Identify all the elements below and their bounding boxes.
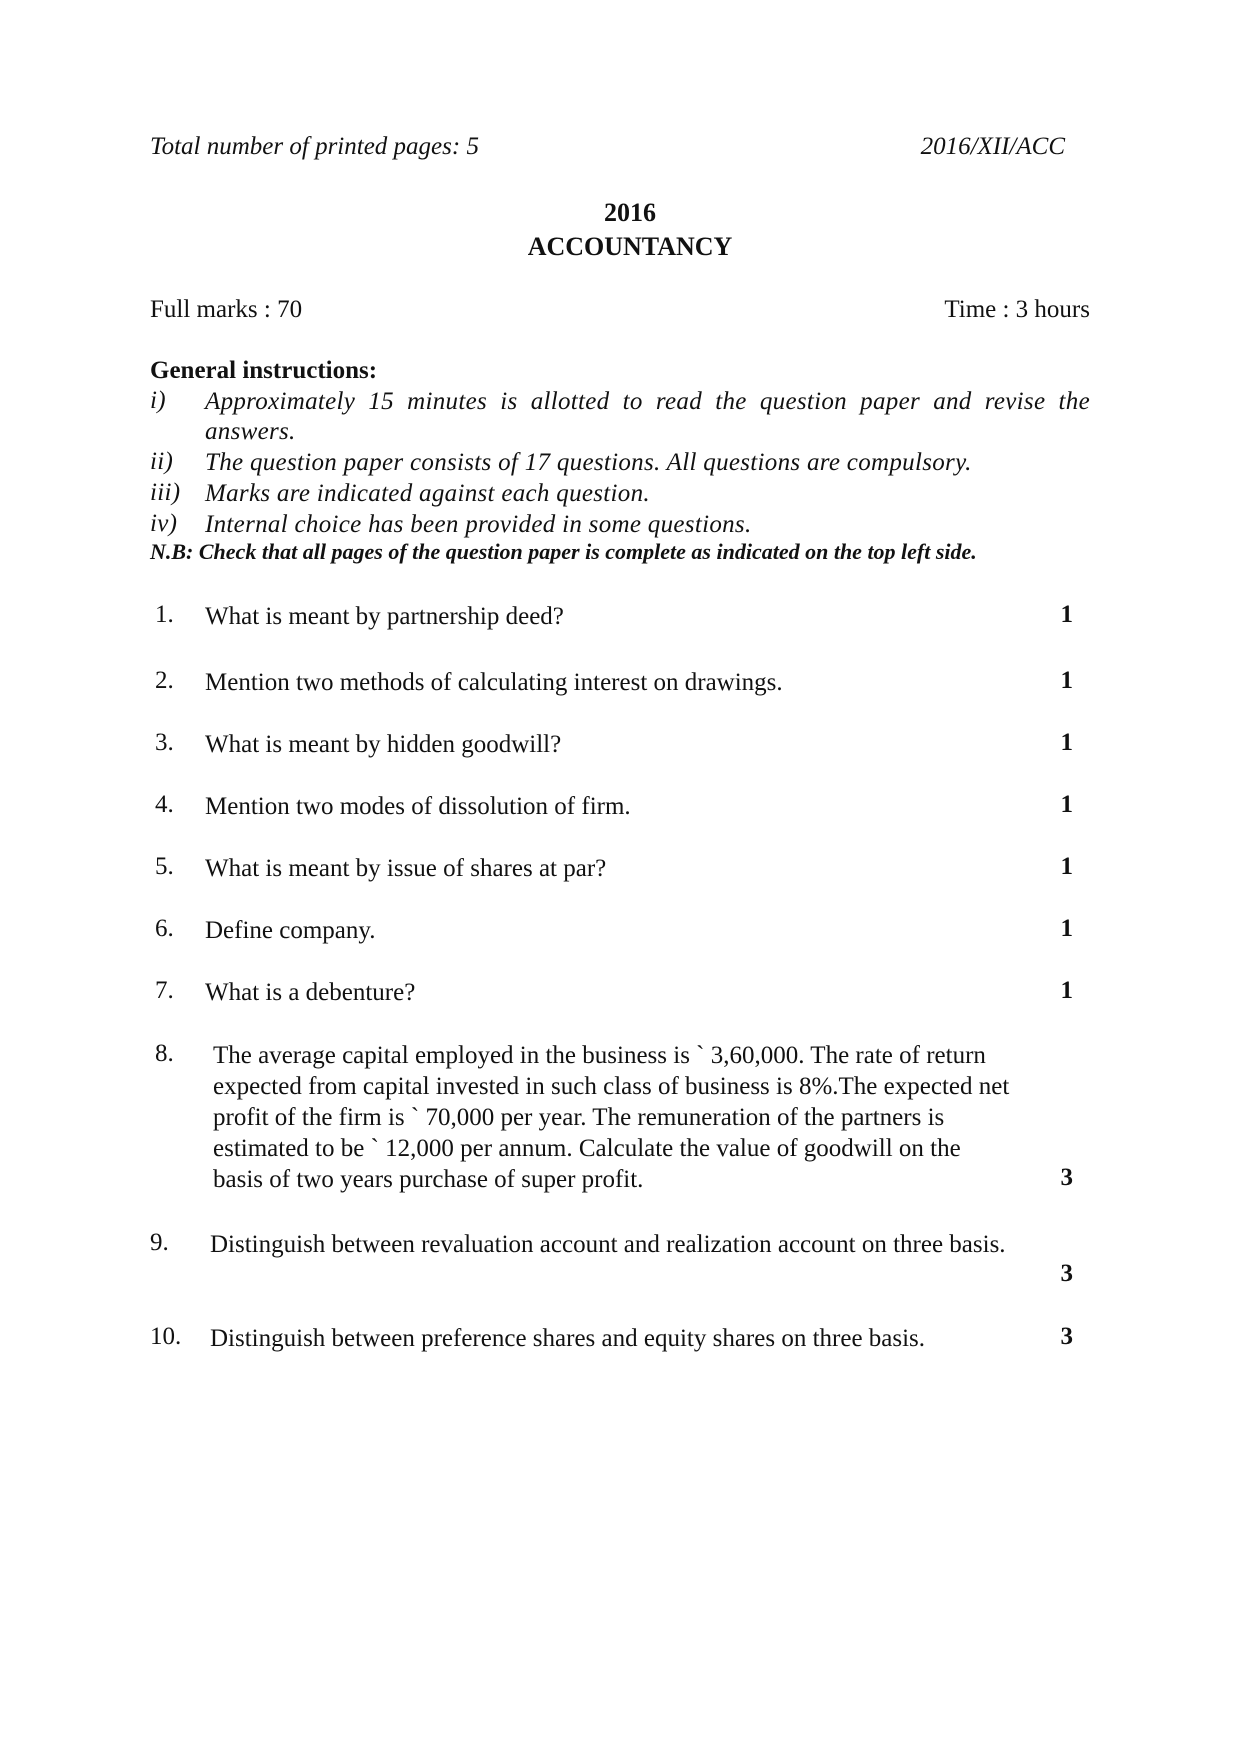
question-marks: 1 <box>1060 853 1073 880</box>
instruction-item <box>150 510 1090 541</box>
question-number: 8. <box>155 1040 174 1067</box>
question-item <box>150 915 1085 947</box>
question-number: 4. <box>155 791 174 818</box>
instruction-number: iv) <box>150 510 178 537</box>
question-number: 7. <box>155 977 174 1004</box>
question-text: Define company. <box>205 917 376 944</box>
question-item <box>150 1229 1085 1293</box>
question-marks: 1 <box>1060 915 1073 942</box>
instruction-item <box>150 448 1090 479</box>
instruction-number: i) <box>150 387 166 414</box>
question-item <box>150 977 1085 1009</box>
question-text: What is a debenture? <box>205 979 416 1006</box>
full-marks: Full marks : 70 <box>150 296 303 323</box>
subject-title: ACCOUNTANCY <box>527 232 733 261</box>
question-number: 1. <box>155 601 174 628</box>
question-item <box>150 667 1085 699</box>
question-text: Distinguish between revaluation account and realization account on three basis. <box>210 1231 1006 1258</box>
question-marks: 1 <box>1060 977 1073 1004</box>
instruction-text: Internal choice has been provided in some questions. <box>205 511 752 538</box>
question-text: The average capital employed in the business is ` 3,60,000. The rate of return expected from capital invested in such class of business is 8%.The expected net profit of the firm is ` 70,000 per year. The remuneration of the partners is estimated to be ` 12,000 per annum. Calculate the value of goodwill on the basis of two years purchase of super profit. <box>213 1042 1010 1193</box>
question-number: 3. <box>155 729 174 756</box>
question-marks: 1 <box>1060 729 1073 756</box>
question-marks: 3 <box>1060 1323 1073 1350</box>
question-text: What is meant by issue of shares at par? <box>205 855 607 882</box>
nb-note: N.B: Check that all pages of the question paper is complete as indicated on the top left side. <box>150 539 977 564</box>
question-item <box>150 853 1085 885</box>
question-item <box>150 601 1085 633</box>
question-item <box>150 1040 1085 1200</box>
question-item <box>150 1323 1085 1355</box>
question-marks: 3 <box>1060 1164 1073 1191</box>
question-marks: 1 <box>1060 667 1073 694</box>
question-marks: 1 <box>1060 601 1073 628</box>
printed-pages-note: Total number of printed pages: 5 <box>150 133 479 160</box>
instruction-text: Approximately 15 minutes is allotted to read the question paper and revise the answers. <box>205 388 1090 445</box>
question-number: 9. <box>150 1229 169 1256</box>
question-number: 2. <box>155 667 174 694</box>
instruction-text: Marks are indicated against each question. <box>205 480 650 507</box>
question-text: Mention two modes of dissolution of firm. <box>205 793 631 820</box>
time-allowed: Time : 3 hours <box>944 296 1090 323</box>
instruction-text: The question paper consists of 17 questions. All questions are compulsory. <box>205 449 972 476</box>
question-text: Mention two methods of calculating interest on drawings. <box>205 669 783 696</box>
instruction-item <box>150 479 1090 510</box>
question-marks: 3 <box>1060 1260 1073 1287</box>
question-number: 6. <box>155 915 174 942</box>
question-marks: 1 <box>1060 791 1073 818</box>
question-item <box>150 729 1085 761</box>
paper-code: 2016/XII/ACC <box>920 133 1065 160</box>
question-text: What is meant by partnership deed? <box>205 603 564 630</box>
question-text: What is meant by hidden goodwill? <box>205 731 562 758</box>
exam-year: 2016 <box>604 198 656 227</box>
question-number: 5. <box>155 853 174 880</box>
instruction-number: ii) <box>150 448 174 475</box>
instructions-heading: General instructions: <box>150 357 378 384</box>
instruction-number: iii) <box>150 479 181 506</box>
question-text: Distinguish between preference shares and equity shares on three basis. <box>210 1325 926 1352</box>
instruction-item <box>150 387 1090 449</box>
question-number: 10. <box>150 1323 182 1350</box>
question-item <box>150 791 1085 823</box>
